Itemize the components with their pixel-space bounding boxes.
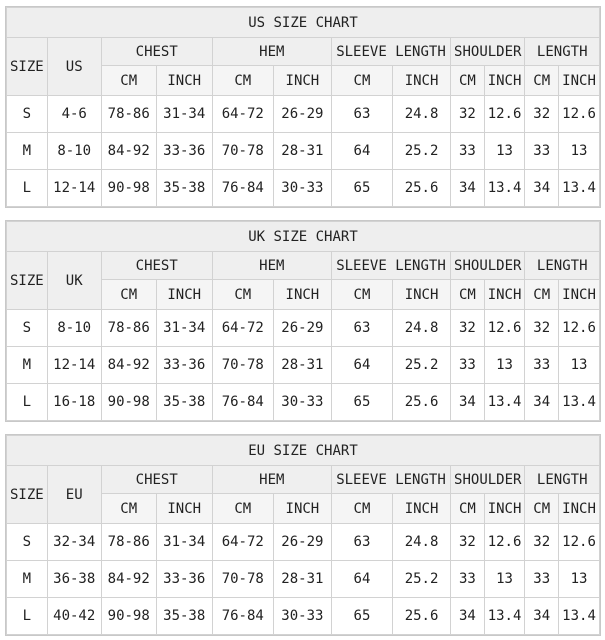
- table-cell: 13.4: [559, 384, 600, 421]
- table-cell: 13.4: [484, 170, 525, 207]
- shoulder-header: SHOULDER: [451, 38, 525, 66]
- uk-size-chart: [5, 220, 601, 422]
- region-header: EU: [47, 466, 101, 524]
- unit-inch: INCH: [559, 280, 600, 310]
- table-row: [7, 384, 600, 421]
- us-size-chart: [5, 6, 601, 208]
- table-cell: 33: [451, 133, 485, 170]
- unit-cm: CM: [101, 280, 156, 310]
- hem-header: HEM: [212, 466, 331, 494]
- table-cell: 8-10: [47, 133, 101, 170]
- table-row: [7, 310, 600, 347]
- table-cell: 33: [451, 561, 485, 598]
- table-row: [7, 598, 600, 635]
- group-header-row: [7, 252, 600, 280]
- table-cell: 65: [331, 384, 392, 421]
- unit-inch: INCH: [393, 494, 451, 524]
- size-table: [6, 435, 600, 635]
- sleeve-length-header: SLEEVE LENGTH: [331, 252, 450, 280]
- table-cell: 65: [331, 170, 392, 207]
- table-cell: 90-98: [101, 384, 156, 421]
- unit-cm: CM: [101, 66, 156, 96]
- table-cell: 64: [331, 347, 392, 384]
- unit-cm: CM: [212, 280, 273, 310]
- unit-inch: INCH: [484, 66, 525, 96]
- table-cell: 90-98: [101, 170, 156, 207]
- table-cell: 30-33: [273, 598, 331, 635]
- table-cell: 25.6: [393, 598, 451, 635]
- table-cell: 13: [484, 133, 525, 170]
- table-cell: 28-31: [273, 347, 331, 384]
- table-cell: 64-72: [212, 524, 273, 561]
- table-cell: 33-36: [156, 561, 212, 598]
- size-cell: S: [7, 96, 48, 133]
- table-cell: 12.6: [484, 96, 525, 133]
- size-cell: S: [7, 310, 48, 347]
- table-cell: 32: [525, 96, 559, 133]
- length-header: LENGTH: [525, 38, 600, 66]
- table-cell: 26-29: [273, 96, 331, 133]
- table-cell: 76-84: [212, 384, 273, 421]
- table-cell: 25.2: [393, 347, 451, 384]
- table-cell: 12.6: [559, 96, 600, 133]
- table-cell: 30-33: [273, 384, 331, 421]
- table-cell: 64: [331, 133, 392, 170]
- table-cell: 12.6: [559, 524, 600, 561]
- table-cell: 76-84: [212, 170, 273, 207]
- table-cell: 32: [451, 310, 485, 347]
- unit-inch: INCH: [484, 280, 525, 310]
- table-cell: 13.4: [559, 598, 600, 635]
- table-cell: 78-86: [101, 310, 156, 347]
- table-cell: 31-34: [156, 96, 212, 133]
- table-cell: 70-78: [212, 561, 273, 598]
- table-cell: 35-38: [156, 384, 212, 421]
- unit-inch: INCH: [156, 280, 212, 310]
- hem-header: HEM: [212, 38, 331, 66]
- table-row: [7, 347, 600, 384]
- unit-cm: CM: [525, 66, 559, 96]
- size-header: SIZE: [7, 252, 48, 310]
- unit-inch: INCH: [273, 494, 331, 524]
- table-cell: 33-36: [156, 133, 212, 170]
- table-cell: 12.6: [484, 524, 525, 561]
- unit-inch: INCH: [559, 494, 600, 524]
- table-row: [7, 133, 600, 170]
- chest-header: CHEST: [101, 38, 212, 66]
- table-cell: 8-10: [47, 310, 101, 347]
- table-cell: 25.6: [393, 170, 451, 207]
- eu-size-chart: [5, 434, 601, 636]
- table-cell: 32: [525, 524, 559, 561]
- size-cell: M: [7, 133, 48, 170]
- table-row: [7, 561, 600, 598]
- table-cell: 33: [525, 561, 559, 598]
- table-cell: 13: [484, 347, 525, 384]
- table-cell: 28-31: [273, 561, 331, 598]
- size-cell: S: [7, 524, 48, 561]
- table-cell: 25.2: [393, 133, 451, 170]
- table-row: [7, 524, 600, 561]
- table-cell: 33: [525, 133, 559, 170]
- unit-inch: INCH: [273, 280, 331, 310]
- table-cell: 32-34: [47, 524, 101, 561]
- unit-inch: INCH: [559, 66, 600, 96]
- unit-inch: INCH: [393, 66, 451, 96]
- table-cell: 13: [559, 133, 600, 170]
- size-cell: L: [7, 598, 48, 635]
- table-cell: 70-78: [212, 347, 273, 384]
- table-cell: 76-84: [212, 598, 273, 635]
- table-cell: 28-31: [273, 133, 331, 170]
- table-cell: 25.6: [393, 384, 451, 421]
- table-cell: 35-38: [156, 598, 212, 635]
- table-cell: 65: [331, 598, 392, 635]
- table-cell: 78-86: [101, 96, 156, 133]
- region-header: UK: [47, 252, 101, 310]
- unit-cm: CM: [331, 280, 392, 310]
- table-cell: 34: [451, 598, 485, 635]
- table-cell: 25.2: [393, 561, 451, 598]
- chest-header: CHEST: [101, 252, 212, 280]
- table-cell: 13: [559, 561, 600, 598]
- table-cell: 34: [451, 384, 485, 421]
- table-cell: 4-6: [47, 96, 101, 133]
- table-cell: 13: [559, 347, 600, 384]
- table-cell: 35-38: [156, 170, 212, 207]
- table-cell: 12-14: [47, 170, 101, 207]
- unit-cm: CM: [451, 494, 485, 524]
- table-cell: 12.6: [484, 310, 525, 347]
- unit-cm: CM: [331, 494, 392, 524]
- chest-header: CHEST: [101, 466, 212, 494]
- table-cell: 13.4: [484, 598, 525, 635]
- table-cell: 31-34: [156, 524, 212, 561]
- size-table: [6, 7, 600, 207]
- table-cell: 84-92: [101, 561, 156, 598]
- table-cell: 13.4: [559, 170, 600, 207]
- table-cell: 63: [331, 310, 392, 347]
- title-row: [7, 222, 600, 252]
- table-cell: 90-98: [101, 598, 156, 635]
- table-cell: 12.6: [559, 310, 600, 347]
- unit-cm: CM: [451, 280, 485, 310]
- size-cell: M: [7, 561, 48, 598]
- size-table: [6, 221, 600, 421]
- unit-cm: CM: [331, 66, 392, 96]
- table-cell: 84-92: [101, 347, 156, 384]
- table-cell: 34: [451, 170, 485, 207]
- hem-header: HEM: [212, 252, 331, 280]
- size-cell: M: [7, 347, 48, 384]
- table-cell: 64: [331, 561, 392, 598]
- table-cell: 24.8: [393, 310, 451, 347]
- table-cell: 70-78: [212, 133, 273, 170]
- table-cell: 64-72: [212, 310, 273, 347]
- table-row: [7, 96, 600, 133]
- region-header: US: [47, 38, 101, 96]
- table-cell: 63: [331, 524, 392, 561]
- length-header: LENGTH: [525, 252, 600, 280]
- chart-title: US SIZE CHART: [7, 8, 600, 38]
- title-row: [7, 8, 600, 38]
- table-row: [7, 170, 600, 207]
- table-cell: 32: [451, 96, 485, 133]
- chart-title: UK SIZE CHART: [7, 222, 600, 252]
- unit-cm: CM: [451, 66, 485, 96]
- table-cell: 32: [525, 310, 559, 347]
- table-cell: 26-29: [273, 310, 331, 347]
- table-cell: 33-36: [156, 347, 212, 384]
- table-cell: 34: [525, 170, 559, 207]
- table-cell: 33: [525, 347, 559, 384]
- table-cell: 13.4: [484, 384, 525, 421]
- unit-inch: INCH: [393, 280, 451, 310]
- chart-title: EU SIZE CHART: [7, 436, 600, 466]
- length-header: LENGTH: [525, 466, 600, 494]
- table-cell: 26-29: [273, 524, 331, 561]
- unit-cm: CM: [101, 494, 156, 524]
- table-cell: 40-42: [47, 598, 101, 635]
- unit-cm: CM: [212, 66, 273, 96]
- table-cell: 33: [451, 347, 485, 384]
- size-header: SIZE: [7, 466, 48, 524]
- table-cell: 12-14: [47, 347, 101, 384]
- table-cell: 64-72: [212, 96, 273, 133]
- unit-inch: INCH: [484, 494, 525, 524]
- title-row: [7, 436, 600, 466]
- unit-inch: INCH: [273, 66, 331, 96]
- table-cell: 16-18: [47, 384, 101, 421]
- sleeve-length-header: SLEEVE LENGTH: [331, 38, 450, 66]
- table-cell: 36-38: [47, 561, 101, 598]
- unit-cm: CM: [212, 494, 273, 524]
- unit-cm: CM: [525, 494, 559, 524]
- table-cell: 34: [525, 384, 559, 421]
- unit-inch: INCH: [156, 494, 212, 524]
- group-header-row: [7, 466, 600, 494]
- unit-inch: INCH: [156, 66, 212, 96]
- sleeve-length-header: SLEEVE LENGTH: [331, 466, 450, 494]
- table-cell: 31-34: [156, 310, 212, 347]
- table-cell: 13: [484, 561, 525, 598]
- table-cell: 30-33: [273, 170, 331, 207]
- size-cell: L: [7, 170, 48, 207]
- size-header: SIZE: [7, 38, 48, 96]
- table-cell: 78-86: [101, 524, 156, 561]
- shoulder-header: SHOULDER: [451, 252, 525, 280]
- table-cell: 84-92: [101, 133, 156, 170]
- shoulder-header: SHOULDER: [451, 466, 525, 494]
- table-cell: 24.8: [393, 524, 451, 561]
- group-header-row: [7, 38, 600, 66]
- table-cell: 32: [451, 524, 485, 561]
- table-cell: 24.8: [393, 96, 451, 133]
- table-cell: 63: [331, 96, 392, 133]
- table-cell: 34: [525, 598, 559, 635]
- size-cell: L: [7, 384, 48, 421]
- unit-cm: CM: [525, 280, 559, 310]
